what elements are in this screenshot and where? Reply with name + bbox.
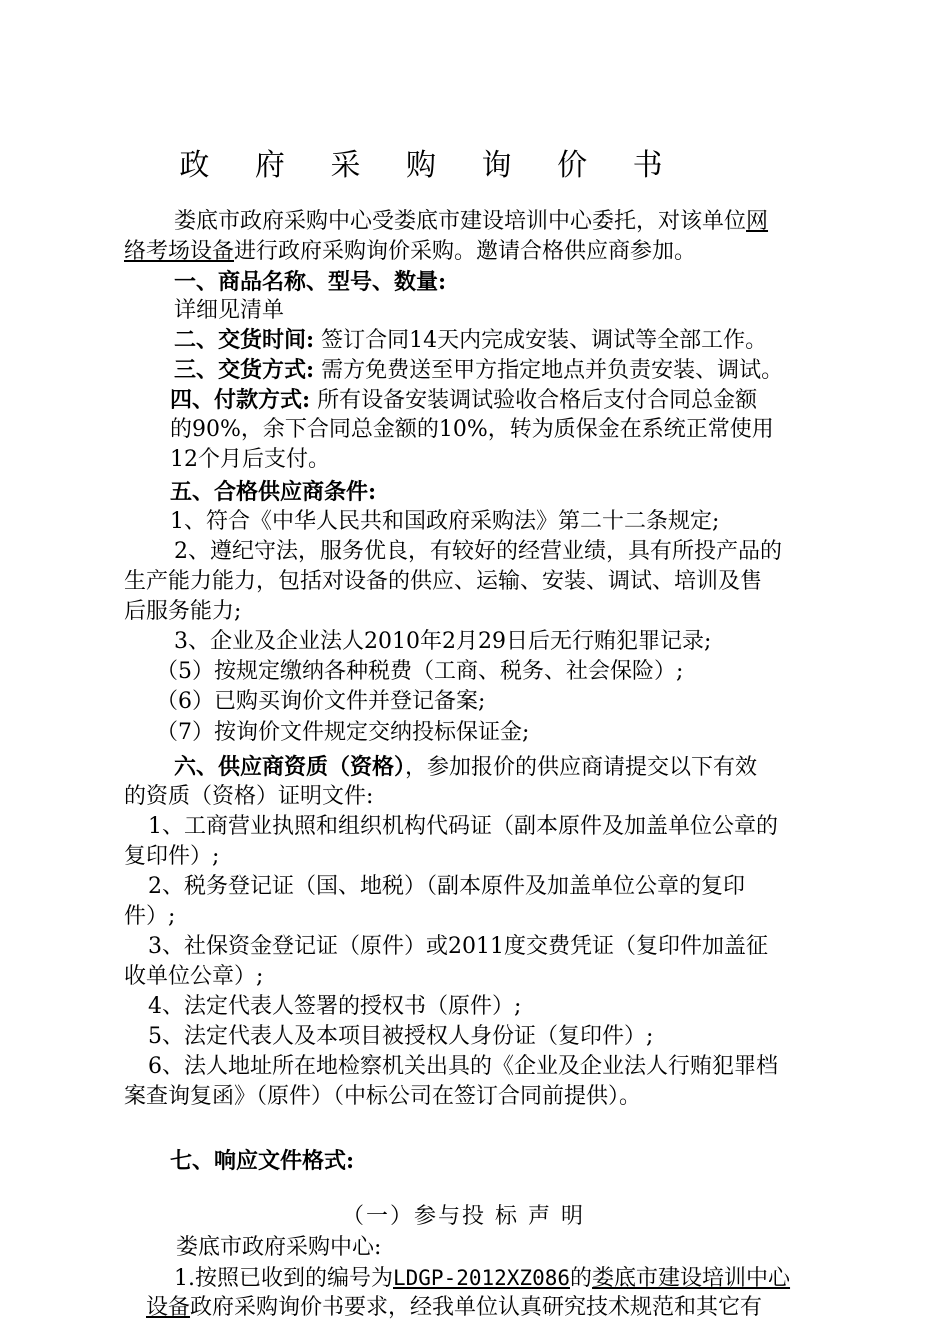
client-name-underline-end: 设备 (146, 1295, 191, 1320)
intro-underline-start: 网 (746, 209, 769, 234)
intro-text: 娄底市政府采购中心受娄底市建设培训中心委托，对该单位 (174, 209, 747, 234)
declaration-line-2 (146, 1293, 762, 1323)
sec6-item-1a: 1、工商营业执照和组织机构代码证（副本原件及加盖单位公章的 (148, 814, 778, 839)
sec6-item-2b: 件）; (124, 904, 176, 929)
sec6-item-1b: 复印件）; (124, 844, 220, 869)
sec6-heading: 六、供应商资质（资格） (174, 754, 406, 780)
sec5-item-1: 1、符合《中华人民共和国政府采购法》第二十二条规定; (170, 509, 720, 534)
project-code: LDGP-2012XZ086 (393, 1266, 571, 1290)
sec4-body-1: 所有设备安装调试验收合格后支付合同总金额 (317, 388, 758, 413)
sec1-heading: 一、商品名称、型号、数量: (174, 269, 447, 295)
sec4-body-3: 12个月后支付。 (170, 447, 330, 472)
declaration-mid: 的 (570, 1266, 593, 1291)
sec2-line (174, 325, 767, 356)
declaration-line-1 (174, 1263, 790, 1294)
intro-text-rest: 进行政府采购询价采购。邀请合格供应商参加。 (234, 239, 697, 264)
sec5-item-2a: 2、遵纪守法，服务优良，有较好的经营业绩，具有所投产品的 (174, 539, 782, 564)
sec6-item-5: 5、法定代表人及本项目被授权人身份证（复印件）; (148, 1024, 654, 1049)
sec5-heading: 五、合格供应商条件: (170, 479, 377, 505)
sec6-item-2a: 2、税务登记证（国、地税）（副本原件及加盖单位公章的复印 (148, 874, 745, 899)
sec5-item-2b: 生产能力能力，包括对设备的供应、运输、安装、调试、培训及售 (124, 569, 763, 594)
intro-underline-end: 络考场设备 (124, 239, 235, 264)
sec6-lead-2: 的资质（资格）证明文件: (124, 784, 374, 809)
sec6-lead-1: ，参加报价的供应商请提交以下有效 (405, 755, 758, 780)
sec6-item-4: 4、法定代表人签署的授权书（原件）; (148, 994, 522, 1019)
sec2-heading: 二、交货时间: (174, 327, 315, 353)
declaration-prefix: 1.按照已收到的编号为 (174, 1266, 393, 1291)
sec6-line-1 (174, 752, 757, 783)
sec4-line-1 (170, 385, 757, 416)
sec3-body: 需方免费送至甲方指定地点并负责安装、调试。 (321, 358, 784, 383)
sec5-item-7: （7）按询价文件规定交纳投标保证金; (156, 720, 530, 745)
sec4-body-2: 的90%，余下合同总金额的10%，转为质保金在系统正常使用 (170, 417, 774, 442)
sec5-item-3: 3、企业及企业法人2010年2月29日后无行贿犯罪记录; (174, 629, 712, 654)
declaration-title: （一）参与投 标 声 明 (342, 1204, 585, 1229)
sec6-item-6a: 6、法人地址所在地检察机关出具的《企业及企业法人行贿犯罪档 (148, 1054, 778, 1079)
declaration-salutation: 娄底市政府采购中心: (176, 1235, 382, 1260)
sec3-heading: 三、交货方式: (174, 357, 315, 383)
sec6-item-6b: 案查询复函》（原件）（中标公司在签订合同前提供）。 (124, 1084, 642, 1109)
sec5-item-5: （5）按规定缴纳各种税费（工商、税务、社会保险）; (156, 659, 684, 684)
sec1-body: 详细见清单 (174, 298, 285, 323)
document-title: 政 府 采 购 询 价 书 (179, 148, 681, 183)
sec3-line (174, 355, 783, 386)
sec5-item-6: （6）已购买询价文件并登记备案; (156, 689, 486, 714)
client-name-underline: 娄底市建设培训中心 (592, 1266, 791, 1291)
sec6-item-3a: 3、社保资金登记证（原件）或2011度交费凭证（复印件加盖征 (148, 934, 768, 959)
sec6-item-3b: 收单位公章）; (124, 964, 264, 989)
declaration-rest: 政府采购询价书要求，经我单位认真研究技术规范和其它有 (190, 1295, 763, 1320)
sec4-heading: 四、付款方式: (170, 387, 311, 413)
intro-line-2 (124, 237, 696, 267)
sec5-item-2c: 后服务能力; (124, 599, 242, 624)
sec7-heading: 七、响应文件格式: (170, 1148, 355, 1174)
sec2-body: 签订合同14天内完成安装、调试等全部工作。 (321, 328, 768, 353)
intro-line-1 (174, 207, 768, 237)
